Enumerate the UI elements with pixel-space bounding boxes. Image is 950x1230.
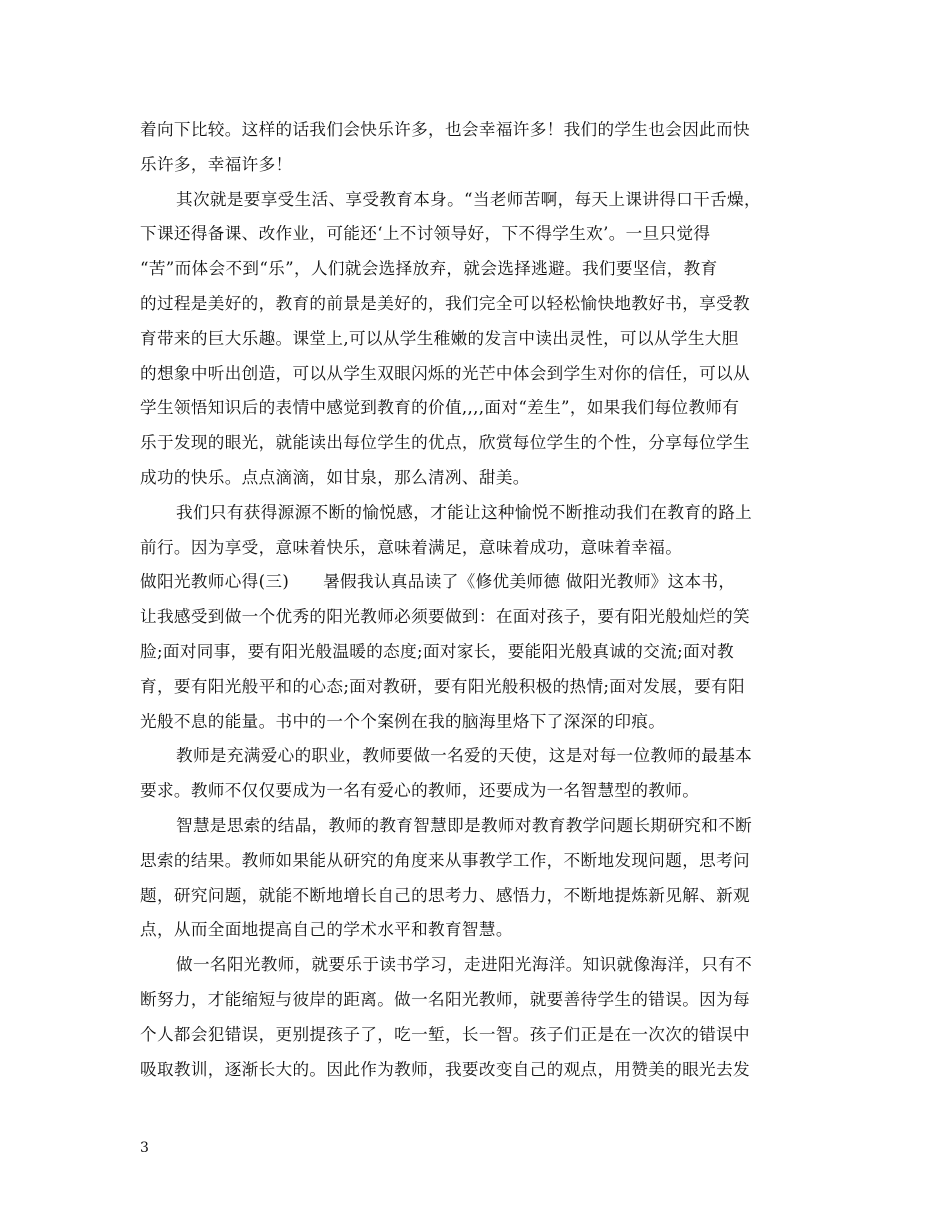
text-line: 下课还得备课、改作业，可能还‘上不讨领导好，下不得学生欢’。一旦只觉得 <box>140 224 711 244</box>
text-line: 的过程是美好的，教育的前景是美好的，我们完全可以轻松愉快地教好书，享受教 <box>140 293 750 313</box>
text-line: 育，要有阳光般平和的心态;面对教研，要有阳光般积极的热情;面对发展，要有阳 <box>140 676 745 696</box>
text-line: 光般不息的能量。书中的一个个案例在我的脑海里烙下了深深的印痕。 <box>140 711 666 731</box>
text-line: 乐于发现的眼光，就能读出每位学生的优点，欣赏每位学生的个性，分享每位学生 <box>140 433 750 453</box>
paragraph-start-line: 其次就是要享受生活、享受教育本身。“当老师苦啊，每天上课讲得口干舌燥， <box>176 189 761 209</box>
paragraph-start-line: 我们只有获得源源不断的愉悦感，才能让这种愉悦不断推动我们在教育的路上 <box>176 502 753 522</box>
paragraph-start-line: 智慧是思索的结晶，教师的教育智慧即是教师对教育教学问题长期研究和不断 <box>176 815 753 835</box>
text-line: 断努力，才能缩短与彼岸的距离。做一名阳光教师，就要善待学生的错误。因为每 <box>140 989 750 1009</box>
text-line: 个人都会犯错误，更别提孩子了，吃一堑，长一智。孩子们正是在一次次的错误中 <box>140 1024 750 1044</box>
text-line: 着向下比较。这样的话我们会快乐许多，也会幸福许多！我们的学生也会因此而快 <box>140 120 750 139</box>
text-line: 让我感受到做一个优秀的阳光教师必须要做到：在面对孩子，要有阳光般灿烂的笑 <box>140 607 750 627</box>
paragraph-start-line: 教师是充满爱心的职业，教师要做一名爱的天使，这是对每一位教师的最基本 <box>176 746 753 766</box>
text-line: 点，从而全面地提高自己的学术水平和教育智慧。 <box>140 920 513 940</box>
text-line: 吸取教训，逐渐长大的。因此作为教师，我要改变自己的观点，用赞美的眼光去发 <box>140 1059 750 1079</box>
text-line: 成功的快乐。点点滴滴，如甘泉，那么清冽、甜美。 <box>140 467 530 487</box>
text-line: 前行。因为享受，意味着快乐，意味着满足，意味着成功，意味着幸福。 <box>140 537 683 557</box>
text-line: 学生领悟知识后的表情中感觉到教育的价值,,,,面对“差生”，如果我们每位教师有 <box>140 398 740 418</box>
text-line: 题，研究问题，就能不断地增长自己的思考力、感悟力，不断地提炼新见解、新观 <box>140 885 750 905</box>
document-body <box>140 113 812 1087</box>
text-line: 脸;面对同事，要有阳光般温暖的态度;面对家长，要能阳光般真诚的交流;面对教 <box>140 641 734 661</box>
text-line: “苦”而体会不到“乐”，人们就会选择放弃，就会选择逃避。我们要坚信，教育 <box>140 259 718 279</box>
text-line: 育带来的巨大乐趣。课堂上,可以从学生稚嫩的发言中读出灵性，可以从学生大胆 <box>140 328 739 348</box>
paragraph-start-line: 做一名阳光教师，就要乐于读书学习，走进阳光海洋。知识就像海洋，只有不 <box>176 955 753 975</box>
page-number: 3 <box>140 1140 149 1156</box>
section-heading-line: 做阳光教师心得(三) 暑假我认真品读了《修优美师德 做阳光教师》这本书， <box>140 572 736 592</box>
text-line: 乐许多，幸福许多！ <box>140 154 293 174</box>
text-line: 思索的结果。教师如果能从研究的角度来从事教学工作，不断地发现问题，思考问 <box>140 850 750 870</box>
text-line: 要求。教师不仅仅要成为一名有爱心的教师，还要成为一名智慧型的教师。 <box>140 781 700 801</box>
text-line: 的想象中听出创造，可以从学生双眼闪烁的光芒中体会到学生对你的信任，可以从 <box>140 363 750 383</box>
